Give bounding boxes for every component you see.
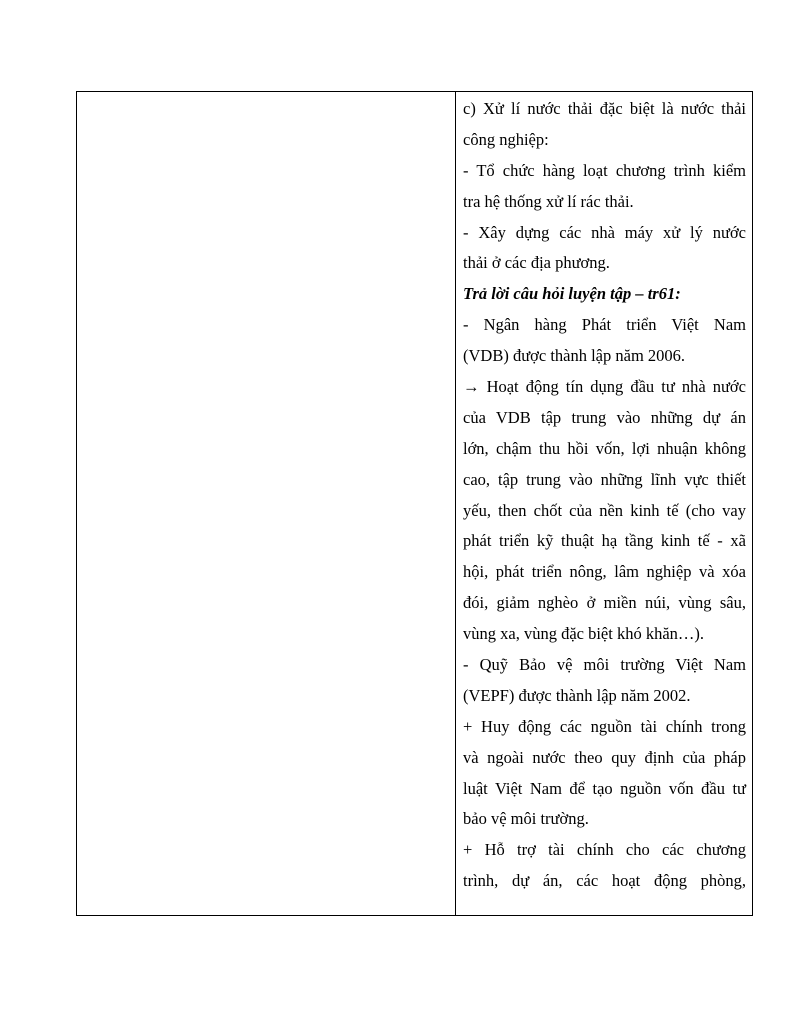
table-left-cell: [77, 92, 456, 915]
content-table: [76, 91, 753, 916]
text-line: (VEPF) được thành lập năm 2002.: [463, 685, 691, 705]
text-line: - Xây dựng các nhà máy xử lý nước: [463, 222, 746, 242]
text-line: → Hoạt động tín dụng đầu tư nhà nước: [463, 377, 746, 397]
text-line: công nghiệp:: [463, 129, 549, 149]
text-line: c) Xử lí nước thải đặc biệt là nước thải: [463, 99, 746, 118]
section-heading: Trả lời câu hỏi luyện tập – tr61:: [463, 284, 681, 304]
text-line: - Ngân hàng Phát triển Việt Nam: [463, 315, 746, 335]
text-line: + Hỗ trợ tài chính cho các chương: [463, 840, 746, 860]
text-line: và ngoài nước theo quy định của pháp: [463, 747, 746, 767]
text-line: luật Việt Nam để tạo nguồn vốn đầu tư: [463, 778, 746, 798]
text-line: thải ở các địa phương.: [463, 253, 610, 273]
text-line: (VDB) được thành lập năm 2006.: [463, 346, 686, 366]
text-line: bảo vệ môi trường.: [463, 809, 589, 829]
text-line: đói, giảm nghèo ở miền núi, vùng sâu,: [463, 593, 746, 613]
text-line: của VDB tập trung vào những dự án: [463, 407, 746, 427]
text-line: trình, dự án, các hoạt động phòng,: [463, 871, 746, 891]
text-line: hội, phát triển nông, lâm nghiệp và xóa: [463, 562, 746, 582]
text-line: phát triển kỹ thuật hạ tầng kinh tế - xã: [463, 531, 746, 551]
text-line: - Tổ chức hàng loạt chương trình kiểm: [463, 160, 746, 180]
text-line: vùng xa, vùng đặc biệt khó khăn…).: [463, 624, 705, 644]
text-line: lớn, chậm thu hồi vốn, lợi nhuận không: [463, 438, 746, 458]
table-right-cell: [456, 92, 752, 915]
text-line: + Huy động các nguồn tài chính trong: [463, 716, 746, 736]
text-line: yếu, then chốt của nền kinh tế (cho vay: [463, 500, 746, 520]
text-line: cao, tập trung vào những lĩnh vực thiết: [463, 469, 746, 489]
text-line: tra hệ thống xử lí rác thải.: [463, 191, 634, 211]
text-line: - Quỹ Bảo vệ môi trường Việt Nam: [463, 655, 746, 675]
